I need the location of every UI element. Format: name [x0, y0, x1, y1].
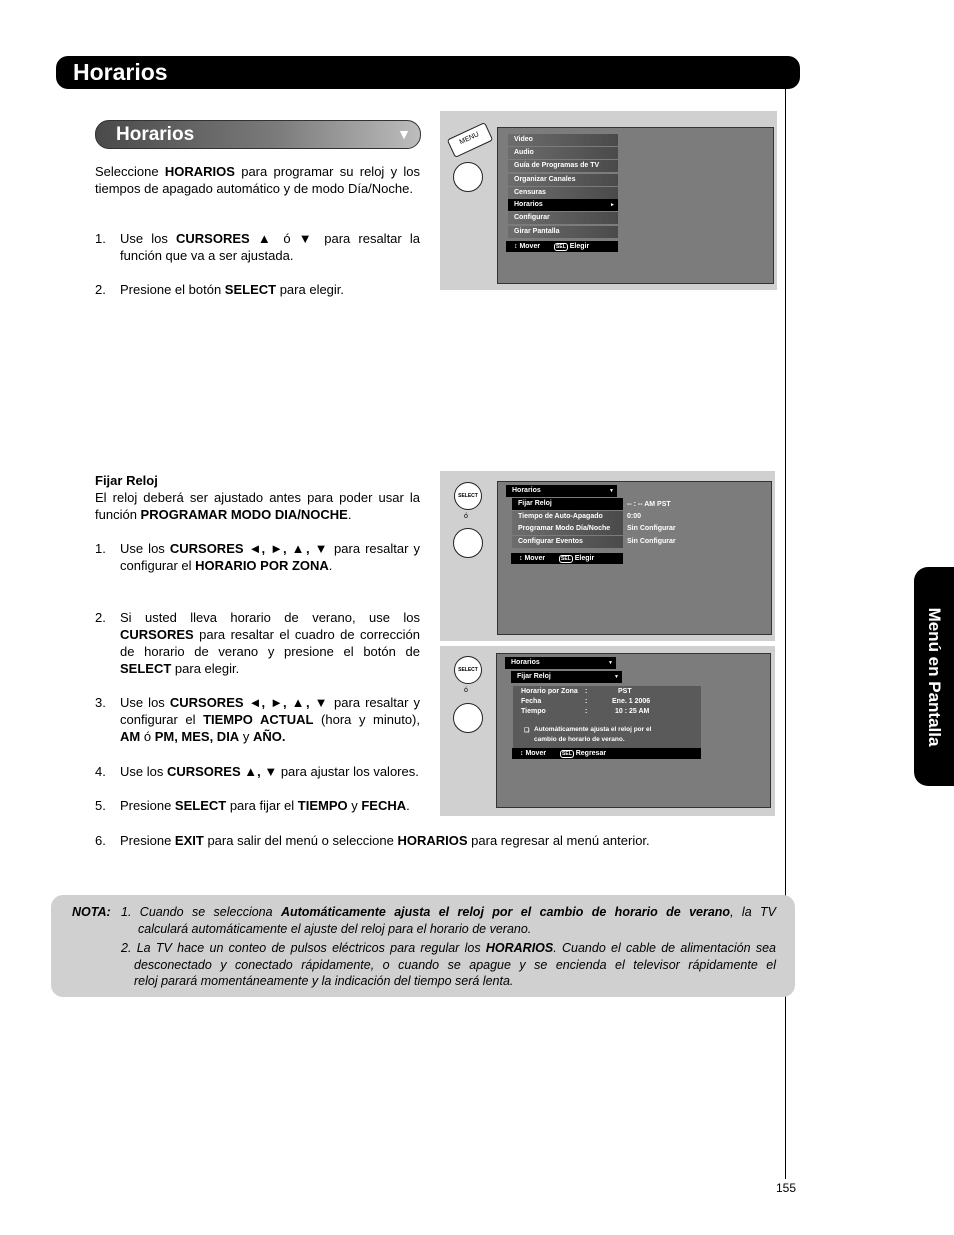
- remote-dpad-icon: [453, 703, 483, 733]
- checkbox-label: Automáticamente ajusta el reloj por el cambio de horario de verano.: [534, 726, 652, 743]
- row-value[interactable]: Ene. 1 2006: [612, 698, 651, 705]
- note-2-line-2: desconectado y conectado rápidamente, o cuando se apague y se encienda el televisor rápidamente el: [134, 958, 776, 972]
- menu-item[interactable]: Guía de Programas de TV: [508, 160, 618, 172]
- vertical-divider: [785, 89, 786, 1179]
- row-label: Tiempo: [521, 708, 546, 715]
- down-arrow-icon: ▼: [614, 674, 619, 680]
- note-1-line-2: calculará automáticamente el ajuste del reloj para el horario de verano.: [138, 922, 532, 936]
- page-title: Horarios: [73, 59, 168, 85]
- select-button-icon: SELECT: [454, 656, 482, 684]
- remote-dpad-icon: [453, 528, 483, 558]
- hint-bar: ↕ Mover SEL Elegir: [506, 241, 618, 252]
- menu-item-selected[interactable]: Horarios ►: [508, 199, 618, 211]
- setting-value: 0:00: [627, 513, 642, 520]
- setting-value: Sin Configurar: [627, 525, 676, 532]
- menu-item[interactable]: Video: [508, 134, 618, 146]
- updown-arrows-icon: ↕: [519, 555, 523, 562]
- menu-title: Horarios ▼: [505, 657, 616, 669]
- right-arrow-icon: ►: [610, 202, 615, 208]
- setting-value: -- : -- AM PST: [627, 501, 671, 508]
- note-box: [51, 895, 795, 997]
- menu-item[interactable]: Tiempo de Auto-Apagado: [512, 511, 623, 523]
- down-arrow-icon: ▼: [609, 488, 614, 494]
- row-value[interactable]: 10 : 25 AM: [615, 708, 650, 715]
- step-b6: 6. Presione EXIT para salir del menú o seleccione HORARIOS para regresar al menú anterior.: [95, 833, 650, 848]
- fijar-reloj-text: El reloj deberá ser ajustado antes para poder usar la función PROGRAMAR MODO DIA/NOCHE.: [95, 490, 420, 522]
- menu-item[interactable]: Organizar Canales: [508, 174, 618, 186]
- side-tab: [914, 567, 954, 786]
- hint-bar: ↕ Mover SEL Regresar: [512, 748, 701, 759]
- note-label: NOTA:: [72, 905, 111, 919]
- updown-arrows-icon: ↕: [520, 750, 524, 757]
- menu-item-selected[interactable]: Fijar Reloj: [512, 498, 623, 510]
- menu-item[interactable]: Censuras: [508, 187, 618, 199]
- checkbox-icon[interactable]: ❑: [524, 728, 530, 734]
- select-button-icon: SELECT: [454, 482, 482, 510]
- menu-item[interactable]: Programar Modo Día/Noche: [512, 523, 623, 535]
- row-sep: :: [585, 688, 588, 695]
- menu-item[interactable]: Configurar: [508, 212, 618, 224]
- or-label: ó: [464, 687, 468, 694]
- step-b3: 3. Use los CURSORES ◄, ►, ▲, ▼ para resaltar y configurar el TIEMPO ACTUAL (hora y minuto), AM ó PM, MES, DIA y AÑO.: [95, 695, 421, 744]
- updown-arrows-icon: ↕: [514, 243, 518, 250]
- clock-settings-panel: [513, 686, 701, 748]
- row-sep: :: [585, 698, 588, 705]
- step-a1: 1. Use los CURSORES ▲ ó ▼ para resaltar la función que va a ser ajustada.: [95, 231, 420, 263]
- section-title: Horarios: [116, 124, 195, 145]
- remote-dpad-icon: [453, 162, 483, 192]
- page-header-bar: [56, 56, 800, 89]
- menu-title: Horarios ▼: [506, 485, 617, 497]
- tv-screen-1: [497, 127, 774, 284]
- down-arrow-icon: ▼: [397, 126, 411, 142]
- tv-screen-2: [497, 481, 772, 635]
- menu-button-icon: MENU: [447, 122, 494, 158]
- step-b1: 1. Use los CURSORES ◄, ►, ▲, ▼ para resaltar y configurar el HORARIO POR ZONA.: [95, 541, 421, 573]
- row-value[interactable]: PST: [618, 688, 632, 695]
- menu-item[interactable]: Girar Pantalla: [508, 226, 618, 238]
- or-label: ó: [464, 513, 468, 520]
- tv-screen-3: [496, 653, 771, 808]
- down-arrow-icon: ▼: [608, 660, 613, 666]
- row-label: Horario por Zona: [521, 688, 578, 695]
- step-a2: 2. Presione el botón SELECT para elegir.: [95, 282, 345, 297]
- intro-text: Seleccione HORARIOS para programar su reloj y los tiempos de apagado automático y de modo Día/Noche.: [95, 164, 420, 196]
- row-sep: :: [585, 708, 588, 715]
- hint-bar: ↕ Mover SEL Elegir: [511, 553, 623, 564]
- fijar-reloj-heading: Fijar Reloj: [95, 473, 158, 488]
- note-2-line-1: 2. La TV hace un conteo de pulsos eléctricos para regular los HORARIOS. Cuando el cable de alimentación sea: [121, 941, 776, 955]
- setting-value: Sin Configurar: [627, 538, 676, 545]
- submenu-title: Fijar Reloj ▼: [511, 671, 622, 683]
- step-b4: 4. Use los CURSORES ▲, ▼ para ajustar los valores.: [95, 764, 419, 779]
- note-1-line-1: 1. Cuando se selecciona Automáticamente ajusta el reloj por el cambio de horario de verano, la TV: [121, 905, 776, 919]
- menu-item[interactable]: Audio: [508, 147, 618, 159]
- step-b5: 5. Presione SELECT para fijar el TIEMPO y FECHA.: [95, 798, 410, 813]
- row-label: Fecha: [521, 698, 542, 705]
- menu-item[interactable]: Configurar Eventos: [512, 536, 623, 548]
- page-number: 155: [776, 1181, 797, 1195]
- section-title-bar: [95, 120, 421, 149]
- side-tab-label: Menú en Pantalla: [925, 607, 944, 746]
- note-2-line-3: reloj parará momentáneamente y la indicación del tiempo será lenta.: [134, 974, 514, 988]
- step-b2: 2. Si usted lleva horario de verano, use los CURSORES para resaltar el cuadro de corrección de horario de verano y presione el botón de SELECT para elegir.: [95, 610, 420, 676]
